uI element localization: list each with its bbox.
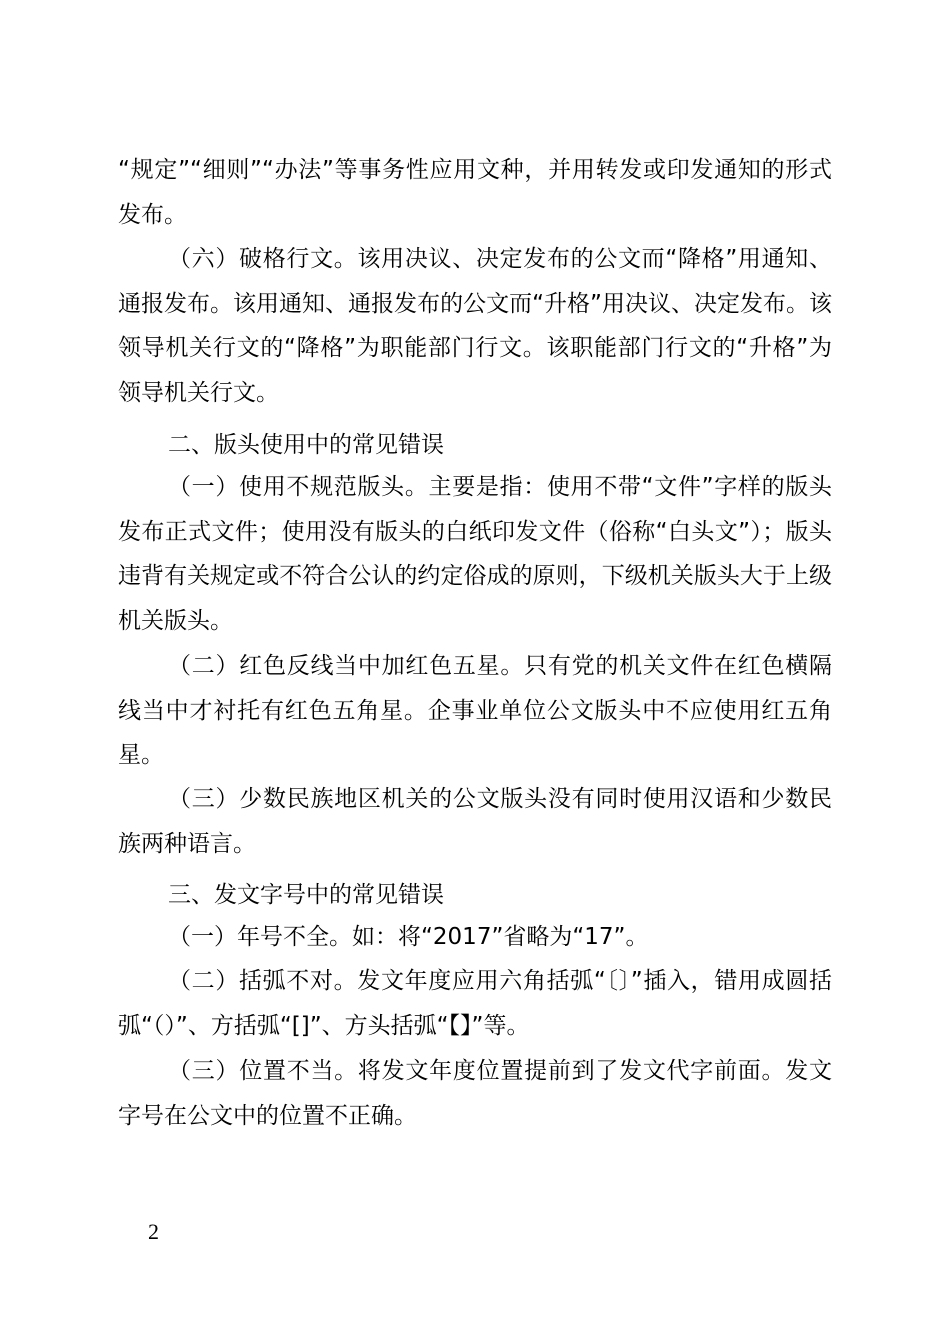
paragraph-minority-language: （三）少数民族地区机关的公文版头没有同时使用汉语和少数民族两种语言。 [118,786,832,857]
paragraph-breaking-format: （六）破格行文。该用决议、决定发布的公文而“降格”用通知、通报发布。该用通知、通报发布的公文而“升格”用决议、决定发布。该领导机关行文的“降格”为职能部门行文。该职能部门行文的“升格”为领导机关行文。 [118,246,832,406]
paragraph-year-incomplete: （一）年号不全。如：将“2017”省略为“17”。 [168,924,649,950]
section-heading-3: 三、发文字号中的常见错误 [168,882,444,908]
paragraph-position: （三）位置不当。将发文年度位置提前到了发文代字前面。发文字号在公文中的位置不正确。 [118,1058,832,1129]
paragraph-header-nonstandard: （一）使用不规范版头。主要是指：使用不带“文件”字样的版头发布正式文件；使用没有版头的白纸印发文件（俗称“白头文”）；版头违背有关规定或不符合公认的约定俗成的原则，下级机关版头大于上级机关版头。 [118,474,832,634]
page-number: 2 [148,1219,159,1244]
paragraph-brackets: （二）括弧不对。发文年度应用六角括弧“〔〕”插入，错用成圆括弧“（）”、方括弧“[]”、方头括弧“【】”等。 [118,968,832,1039]
paragraph-red-star: （二）红色反线当中加红色五星。只有党的机关文件在红色横隔线当中才衬托有红色五角星。企事业单位公文版头中不应使用红五角星。 [118,653,832,768]
paragraph-continued: “规定”“细则”“办法”等事务性应用文种，并用转发或印发通知的形式发布。 [118,157,832,228]
section-heading-2: 二、版头使用中的常见错误 [168,432,444,458]
